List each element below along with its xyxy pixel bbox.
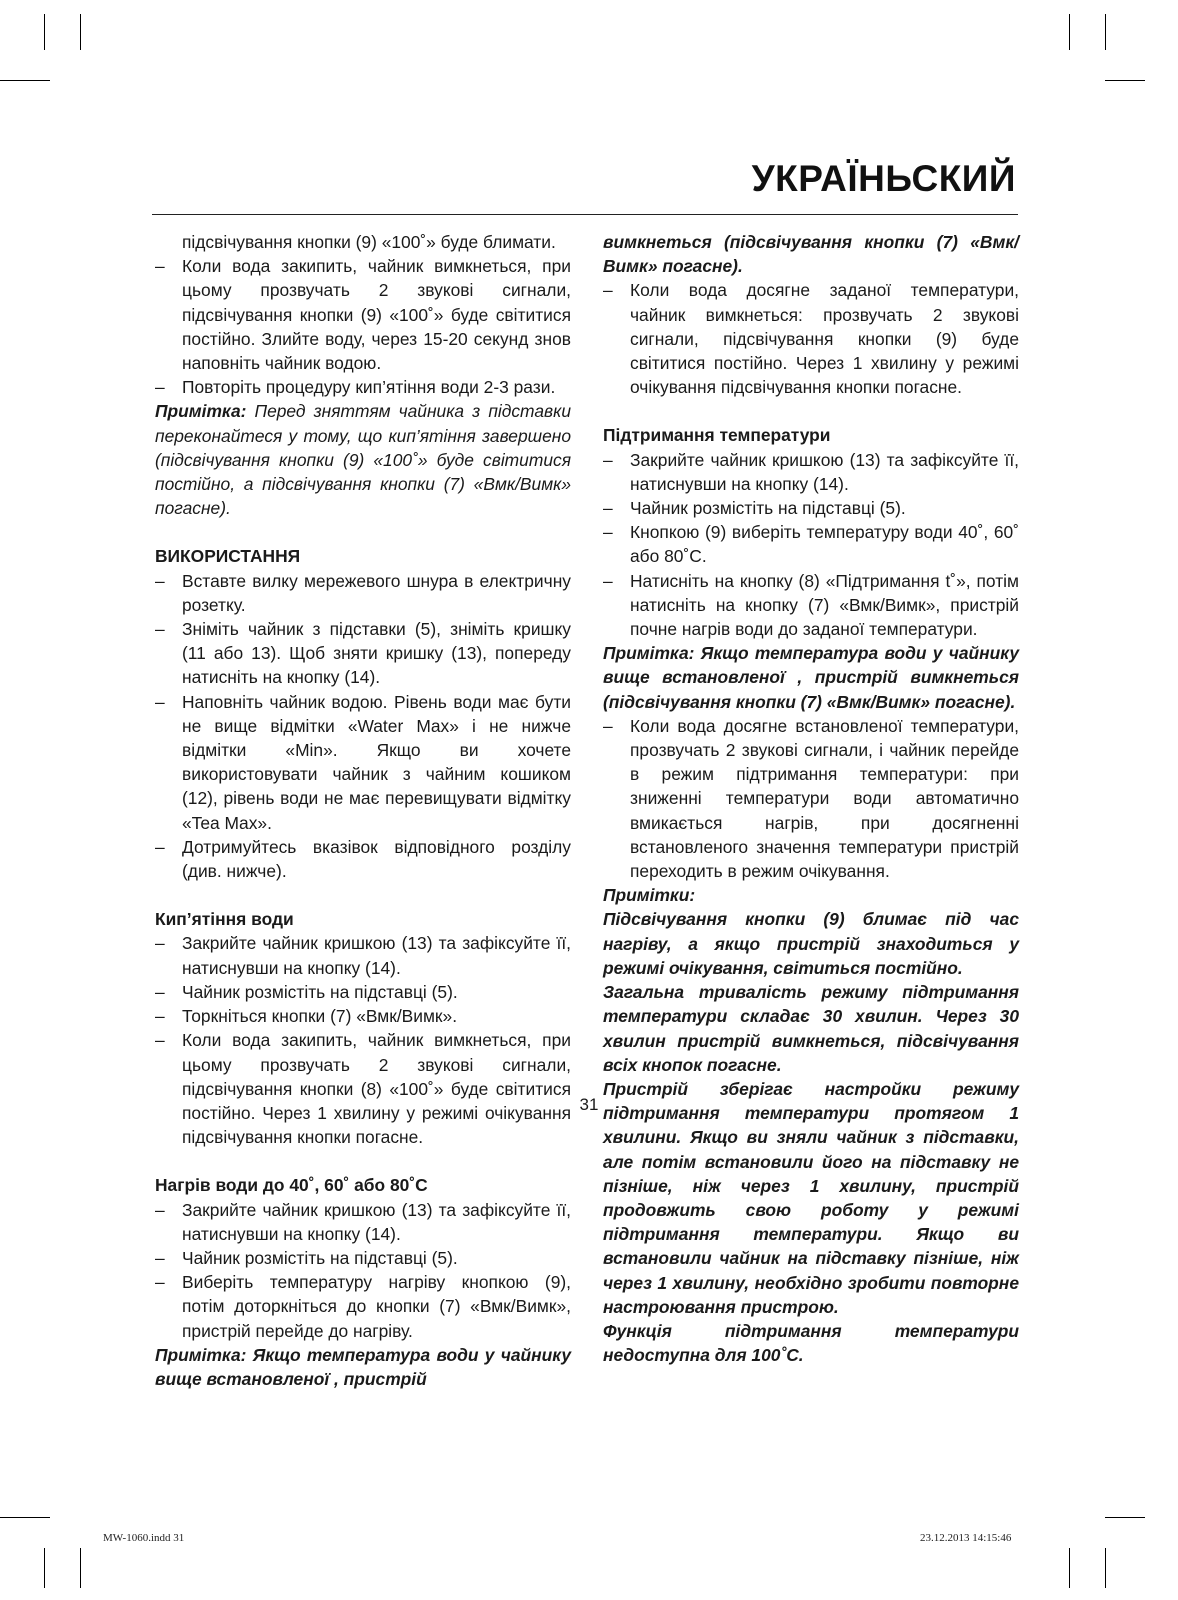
- list-item: – Коли вода досягне заданої температури, чайник вимкнеться: прозвучать 2 звукові сигнали, підсвічування кнопки (9) буде світитися постійно. Через 1 хвилину у режимі очікування підсвічування кнопки погасне.: [603, 280, 1019, 398]
- boiling-list: [155, 931, 571, 1149]
- section-heading-usage: ВИКОРИСТАННЯ: [155, 546, 301, 567]
- date-slug: 23.12.2013 14:15:46: [920, 1532, 1012, 1544]
- note-continuation: вимкнеться (підсвічування кнопки (7) «Вмк/Вимк» погасне).: [603, 232, 1019, 277]
- list-item: – Чайник розмістіть на підставці (5).: [155, 1247, 458, 1268]
- crop-mark: [44, 1548, 45, 1588]
- list-item: – Коли вода закипить, чайник вимкнеться, при цьому прозвучать 2 звукові сигнали, підсвічування кнопки (9) «100˚» буде світитися постійно. Злийте воду, через 15-20 секунд знов наповніть чайник водою.: [155, 256, 571, 374]
- note-paragraph: [155, 399, 571, 520]
- list-item: – Виберіть температуру нагріву кнопкою (9), потім доторкніться до кнопки (7) «Вмк/Вимк», пристрій перейде до нагріву.: [155, 1272, 571, 1341]
- crop-mark: [1105, 1517, 1145, 1518]
- note-paragraph: Пристрій зберігає настройки режиму підтримання температури протягом 1 хвилини. Якщо ви зняли чайник з підставки, але потім встановили його на підставку не пізніше, ніж через 1 хвилину, пристрій продовжить свою роботу у режимі підтримання температури. Якщо ви встановили чайник на підставку пізніше, ніж через 1 хвилину, необхідно зробити повторне настроювання пристрою.: [603, 1078, 1019, 1317]
- note-paragraph: Примітка: Якщо температура води у чайнику вище встановленої , пристрій: [155, 1344, 571, 1389]
- maintain-list: [603, 448, 1019, 642]
- list-item: – Зніміть чайник з підставки (5), зніміть кришку (11 або 13). Щоб зняти кришку (13), попереду натисніть на кнопку (14).: [155, 619, 571, 688]
- section-heading-boiling: Кип’ятіння води: [155, 909, 294, 930]
- usage-list: [155, 569, 571, 884]
- crop-mark: [80, 14, 81, 50]
- list-item: – Торкніться кнопки (7) «Вмк/Вимк».: [155, 1006, 458, 1027]
- note-label: Примітка:: [155, 401, 247, 422]
- list-item: – Коли вода досягне встановленої температури, прозвучать 2 звукові сигнали, і чайник перейде в режим підтримання температури: при зниженні температури води автоматично вмикається нагрів, при досягненні встановленого значення температури пристрій переходить в режим очікування.: [603, 715, 1019, 882]
- list-item: – Закрийте чайник кришкою (13) та зафіксуйте її, натиснувши на кнопку (14).: [155, 933, 571, 978]
- crop-mark: [0, 80, 50, 81]
- crop-mark: [1069, 14, 1070, 50]
- note-paragraph: Функція підтримання температури недоступна для 100˚С.: [603, 1320, 1019, 1366]
- list-item: – Коли вода закипить, чайник вимкнеться, при цьому прозвучать 2 звукові сигнали, підсвічування кнопки (8) «100˚» буде світитися постійно. Через 1 хвилину у режимі очікування підсвічування кнопки погасне.: [155, 1030, 571, 1148]
- notes-heading: Примітки:: [603, 885, 696, 906]
- left-column: [155, 230, 571, 1391]
- heating-list: [155, 1198, 571, 1343]
- list-item: – Дотримуйтесь вказівок відповідного розділу (див. нижче).: [155, 836, 571, 882]
- list-item: – Вставте вилку мережевого шнура в електричну розетку.: [155, 570, 571, 615]
- list-item: – Натисніть на кнопку (8) «Підтримання t˚», потім натисніть на кнопку (7) «Вмк/Вимк», пристрій почне нагрів води до заданої температури.: [603, 570, 1019, 640]
- list-item: – Чайник розмістіть на підставці (5).: [155, 981, 458, 1002]
- crop-mark: [1105, 14, 1106, 50]
- note-paragraph: Підсвічування кнопки (9) блимає під час нагріву, а якщо пристрій знаходиться у режимі очікування, світиться постійно.: [603, 909, 1019, 978]
- intro-list: [155, 254, 571, 399]
- crop-mark: [44, 14, 45, 50]
- crop-mark: [1105, 80, 1145, 81]
- page-title: УКРАЇНЬСКИЙ: [751, 158, 1016, 199]
- list-item: – Закрийте чайник кришкою (13) та зафіксуйте її, натиснувши на кнопку (14).: [603, 449, 1019, 494]
- note-paragraph: Примітка: Якщо температура води у чайнику вище встановленої , пристрій вимкнеться (підсвічування кнопки (7) «Вмк/Вимк» погасне).: [603, 643, 1019, 712]
- heating-list-continued: [603, 278, 1019, 399]
- title-rule: [152, 214, 1018, 215]
- note-text: Перед зняттям чайника з підставки переконайтеся у тому, що кип’ятіння завершено (підсвічування кнопки (9) «100˚» буде світитися постійно, а підсвічування кнопки (7) «Вмк/Вимк» погасне).: [155, 401, 571, 519]
- section-heading-maintain: Підтримання температури: [603, 425, 831, 446]
- crop-mark: [0, 1517, 50, 1518]
- page-number: 31: [579, 1095, 599, 1114]
- crop-mark: [1069, 1548, 1070, 1588]
- section-heading-heating: Нагрів води до 40˚, 60˚ або 80˚С: [155, 1175, 428, 1196]
- list-item: – Кнопкою (9) виберіть температуру води 40˚, 60˚ або 80˚С.: [603, 522, 1019, 567]
- crop-mark: [1105, 1548, 1106, 1588]
- list-item: – Повторіть процедуру кип’ятіння води 2-3 рази.: [155, 377, 556, 398]
- right-column: [603, 230, 1019, 1367]
- list-item: – Закрийте чайник кришкою (13) та зафіксуйте її, натиснувши на кнопку (14).: [155, 1199, 571, 1244]
- file-slug: MW-1060.indd 31: [103, 1532, 185, 1544]
- note-paragraph: Загальна тривалість режиму підтримання температури складає 30 хвилин. Через 30 хвилин пристрій вимкнеться, підсвічування всіх кнопок погасне.: [603, 982, 1019, 1075]
- continued-paragraph: підсвічування кнопки (9) «100˚» буде блимати.: [182, 232, 556, 252]
- list-item: – Наповніть чайник водою. Рівень води має бути не вище відмітки «Water Max» і не нижче відмітки «Min». Якщо ви хочете використовувати чайник з чайним кошиком (12), рівень води не має перевищувати відмітку «Tea Max».: [155, 691, 571, 833]
- maintain-list-continued: [603, 714, 1019, 883]
- list-item: – Чайник розмістіть на підставці (5).: [603, 498, 906, 519]
- crop-mark: [80, 1548, 81, 1588]
